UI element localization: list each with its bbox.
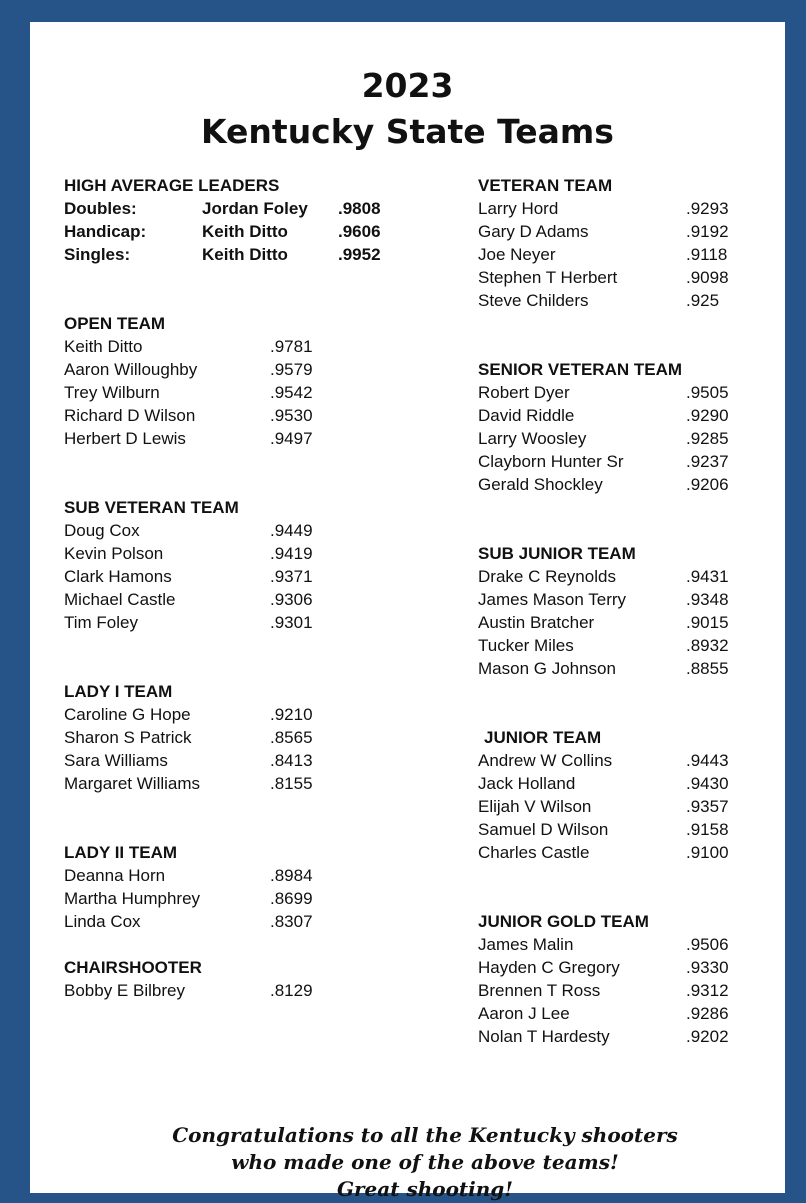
member-name: Gary D Adams — [478, 222, 589, 241]
team-section — [478, 358, 768, 496]
team-member-row — [478, 450, 768, 473]
member-average: .9781 — [270, 337, 313, 356]
team-member-row — [64, 381, 354, 404]
team-member-row — [64, 703, 354, 726]
member-average: .9505 — [686, 383, 729, 402]
member-average: .9158 — [686, 820, 729, 839]
team-member-row — [478, 1025, 768, 1048]
member-name: Jack Holland — [478, 774, 576, 793]
team-member-row — [478, 749, 768, 772]
team-member-row — [478, 841, 768, 864]
team-member-row — [64, 565, 354, 588]
team-member-row — [478, 266, 768, 289]
leader-row — [64, 197, 394, 220]
member-name: Doug Cox — [64, 521, 140, 540]
team-heading: SENIOR VETERAN TEAM — [478, 360, 683, 379]
member-name: Stephen T Herbert — [478, 268, 618, 287]
member-name: Aaron J Lee — [478, 1004, 570, 1023]
team-member-row — [478, 565, 768, 588]
member-name: Andrew W Collins — [478, 751, 613, 770]
member-name: Hayden C Gregory — [478, 958, 620, 977]
member-average: .9430 — [686, 774, 729, 793]
member-average: .9348 — [686, 590, 729, 609]
team-section — [64, 312, 354, 450]
member-name: David Riddle — [478, 406, 575, 425]
team-member-row — [478, 588, 768, 611]
team-member-row — [478, 933, 768, 956]
member-average: .925 — [686, 291, 720, 310]
team-member-row — [64, 772, 354, 795]
team-section — [64, 956, 354, 1002]
team-member-row — [478, 289, 768, 312]
team-member-row — [478, 220, 768, 243]
team-member-row — [478, 956, 768, 979]
team-member-row — [64, 335, 354, 358]
leader-value: .9808 — [338, 199, 381, 218]
team-member-row — [478, 634, 768, 657]
member-name: Brennen T Ross — [478, 981, 601, 1000]
member-average: .8855 — [686, 659, 729, 678]
member-name: Robert Dyer — [478, 383, 570, 402]
member-average: .9542 — [270, 383, 313, 402]
member-average: .9357 — [686, 797, 729, 816]
member-average: .9419 — [270, 544, 313, 563]
footer-line: Great shooting! — [336, 1177, 514, 1201]
member-name: Tucker Miles — [478, 636, 574, 655]
member-average: .9443 — [686, 751, 729, 770]
member-name: Steve Childers — [478, 291, 589, 310]
member-name: Aaron Willoughby — [64, 360, 198, 379]
member-average: .8413 — [270, 751, 313, 770]
leader-label: Singles: — [64, 245, 131, 264]
member-name: Drake C Reynolds — [478, 567, 616, 586]
member-average: .8307 — [270, 912, 313, 931]
footer-line: Congratulations to all the Kentucky shooters — [172, 1123, 678, 1147]
team-section — [478, 174, 768, 312]
team-member-row — [478, 473, 768, 496]
member-name: Nolan T Hardesty — [478, 1027, 610, 1046]
member-name: James Mason Terry — [478, 590, 627, 609]
team-member-row — [64, 542, 354, 565]
member-average: .9100 — [686, 843, 729, 862]
leader-label: Doubles: — [64, 199, 137, 218]
title-year: 2023 — [361, 66, 454, 105]
member-average: .9312 — [686, 981, 729, 1000]
team-section — [64, 680, 354, 795]
member-average: .9293 — [686, 199, 729, 218]
team-heading: LADY I TEAM — [64, 682, 173, 701]
team-section — [478, 542, 768, 680]
team-member-row — [478, 197, 768, 220]
team-section — [478, 910, 768, 1048]
team-member-row — [478, 404, 768, 427]
member-name: Austin Bratcher — [478, 613, 595, 632]
member-average: .9098 — [686, 268, 729, 287]
member-name: Kevin Polson — [64, 544, 164, 563]
member-average: .9506 — [686, 935, 729, 954]
team-member-row — [478, 795, 768, 818]
leader-name: Jordan Foley — [202, 199, 308, 218]
team-member-row — [478, 657, 768, 680]
member-average: .8565 — [270, 728, 313, 747]
member-average: .9449 — [270, 521, 313, 540]
member-average: .9192 — [686, 222, 729, 241]
team-member-row — [478, 818, 768, 841]
member-average: .8932 — [686, 636, 729, 655]
member-name: Tim Foley — [64, 613, 138, 632]
member-name: Keith Ditto — [64, 337, 143, 356]
team-member-row — [64, 519, 354, 542]
team-heading: VETERAN TEAM — [478, 176, 613, 195]
member-name: Trey Wilburn — [64, 383, 160, 402]
member-name: Richard D Wilson — [64, 406, 196, 425]
member-average: .9118 — [686, 245, 728, 264]
member-name: Clark Hamons — [64, 567, 172, 586]
member-name: Larry Woosley — [478, 429, 587, 448]
member-name: Elijah V Wilson — [478, 797, 592, 816]
team-heading: JUNIOR GOLD TEAM — [478, 912, 649, 931]
leader-name: Keith Ditto — [202, 222, 288, 241]
team-heading: SUB JUNIOR TEAM — [478, 544, 636, 563]
member-name: Mason G Johnson — [478, 659, 616, 678]
team-section — [478, 726, 768, 864]
team-member-row — [478, 381, 768, 404]
team-member-row — [64, 358, 354, 381]
member-name: Samuel D Wilson — [478, 820, 609, 839]
member-average: .9431 — [686, 567, 729, 586]
team-section — [64, 496, 354, 634]
member-name: Charles Castle — [478, 843, 590, 862]
footer-line: who made one of the above teams! — [231, 1150, 619, 1174]
member-average: .9202 — [686, 1027, 729, 1046]
team-member-row — [64, 726, 354, 749]
member-name: Michael Castle — [64, 590, 176, 609]
team-heading: CHAIRSHOOTER — [64, 958, 202, 977]
member-name: Gerald Shockley — [478, 475, 603, 494]
team-member-row — [64, 979, 354, 1002]
member-average: .9330 — [686, 958, 729, 977]
member-average: .9206 — [686, 475, 729, 494]
team-heading: JUNIOR TEAM — [484, 728, 602, 747]
member-average: .9371 — [270, 567, 313, 586]
leader-name: Keith Ditto — [202, 245, 288, 264]
team-member-row — [478, 1002, 768, 1025]
team-member-row — [478, 979, 768, 1002]
high-average-leaders — [64, 174, 394, 266]
team-member-row — [64, 910, 354, 933]
team-member-row — [478, 427, 768, 450]
congratulations-message — [30, 1122, 806, 1203]
team-member-row — [64, 404, 354, 427]
member-average: .9290 — [686, 406, 729, 425]
team-member-row — [64, 864, 354, 887]
member-average: .9237 — [686, 452, 729, 471]
member-average: .8129 — [270, 981, 313, 1000]
team-member-row — [478, 611, 768, 634]
member-average: .9579 — [270, 360, 313, 379]
team-heading: LADY II TEAM — [64, 843, 178, 862]
member-name: Larry Hord — [478, 199, 559, 218]
member-name: James Malin — [478, 935, 574, 954]
member-average: .9286 — [686, 1004, 729, 1023]
member-average: .9210 — [270, 705, 313, 724]
document-page — [30, 22, 785, 1201]
leader-row — [64, 220, 394, 243]
team-member-row — [64, 588, 354, 611]
member-name: Deanna Horn — [64, 866, 166, 885]
leader-label: Handicap: — [64, 222, 147, 241]
team-member-row — [478, 243, 768, 266]
member-average: .9306 — [270, 590, 313, 609]
member-name: Sharon S Patrick — [64, 728, 192, 747]
team-member-row — [64, 887, 354, 910]
member-name: Bobby E Bilbrey — [64, 981, 185, 1000]
member-name: Clayborn Hunter Sr — [478, 452, 624, 471]
team-member-row — [64, 427, 354, 450]
member-average: .9285 — [686, 429, 729, 448]
member-average: .9497 — [270, 429, 313, 448]
member-name: Martha Humphrey — [64, 889, 201, 908]
member-name: Margaret Williams — [64, 774, 201, 793]
team-member-row — [64, 611, 354, 634]
team-heading: OPEN TEAM — [64, 314, 166, 333]
member-name: Caroline G Hope — [64, 705, 191, 724]
member-name: Joe Neyer — [478, 245, 556, 264]
member-name: Linda Cox — [64, 912, 141, 931]
member-average: .9301 — [270, 613, 313, 632]
leader-value: .9952 — [338, 245, 381, 264]
member-name: Sara Williams — [64, 751, 168, 770]
section-heading: HIGH AVERAGE LEADERS — [64, 176, 280, 195]
team-heading: SUB VETERAN TEAM — [64, 498, 239, 517]
leader-row — [64, 243, 394, 266]
leader-value: .9606 — [338, 222, 381, 241]
member-average: .9530 — [270, 406, 313, 425]
page-title: Kentucky State Teams — [201, 112, 614, 151]
member-average: .8699 — [270, 889, 313, 908]
member-average: .8984 — [270, 866, 313, 885]
member-average: .8155 — [270, 774, 313, 793]
member-name: Herbert D Lewis — [64, 429, 186, 448]
team-member-row — [64, 749, 354, 772]
member-average: .9015 — [686, 613, 729, 632]
team-member-row — [478, 772, 768, 795]
team-section — [64, 841, 354, 933]
